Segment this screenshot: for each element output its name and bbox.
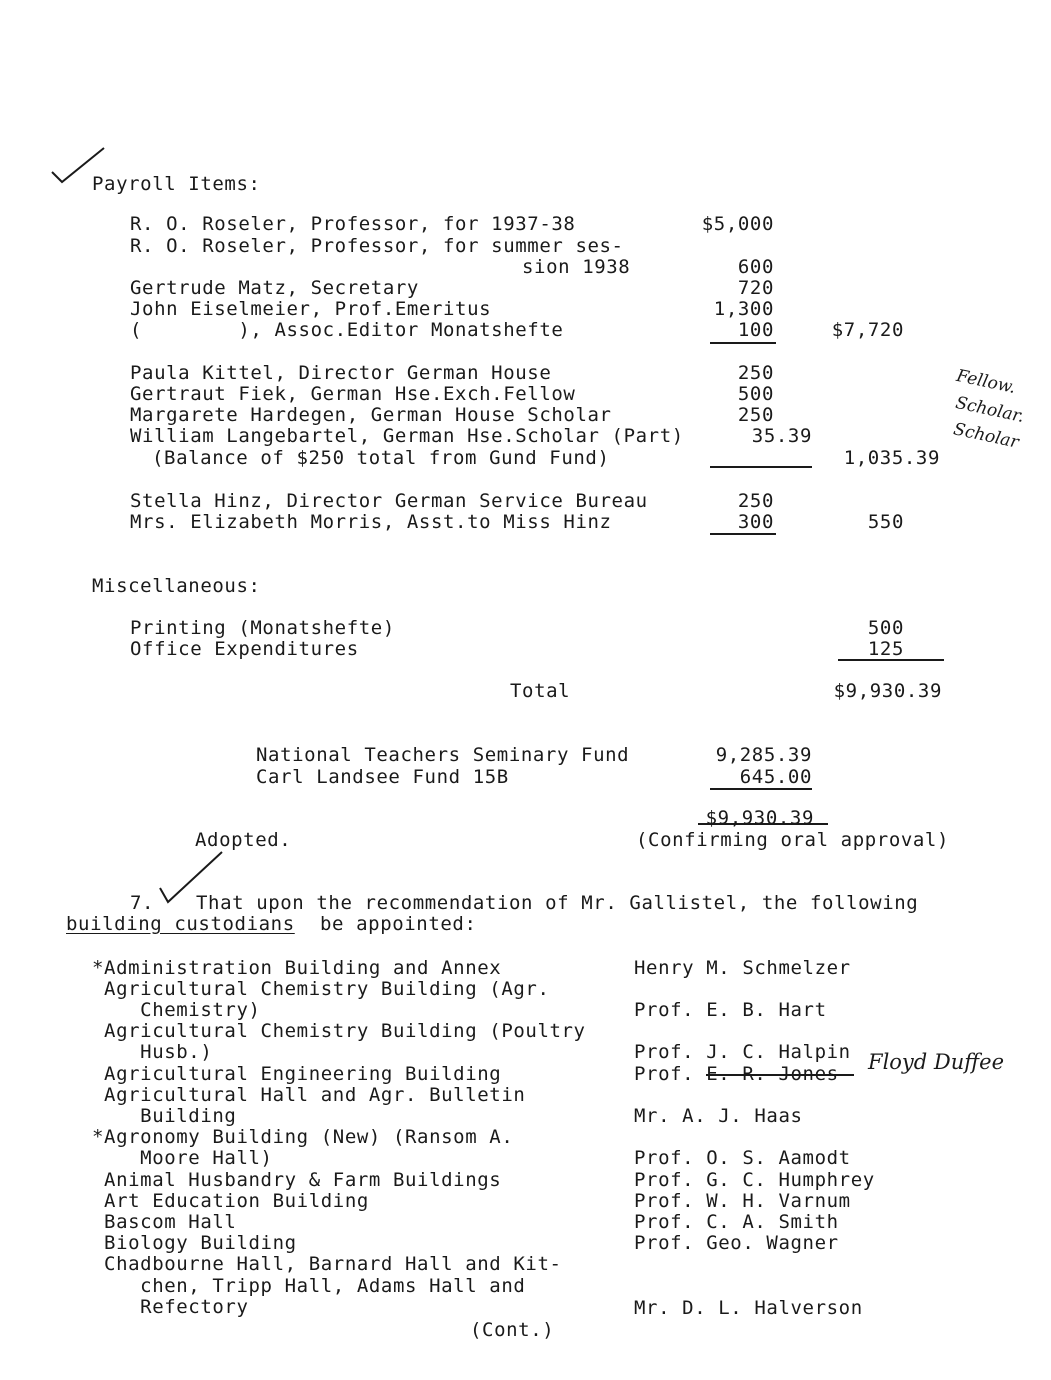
payroll-item-note: (Balance of $250 total from Gund Fund) [152, 447, 610, 469]
payroll-amount: 250 [737, 362, 774, 384]
custodian-name: Prof. G. C. Humphrey [634, 1169, 875, 1191]
building-name: Biology Building [92, 1232, 297, 1254]
item7-text: That upon the recommendation of Mr. Gallistel, the following [196, 892, 919, 914]
building-name: Agricultural Chemistry Building (Poultry [92, 1020, 586, 1042]
misc-heading: Miscellaneous: [92, 575, 261, 597]
custodian-name: Prof. C. A. Smith [634, 1211, 839, 1233]
misc-item: Printing (Monatshefte) [130, 617, 395, 639]
approval-note: (Confirming oral approval) [636, 829, 950, 851]
subtotal-rule [710, 533, 776, 535]
fund-amount: 9,285.39 [715, 744, 812, 766]
subtotal-rule [710, 466, 812, 468]
continued-label: (Cont.) [470, 1319, 555, 1341]
building-name: Chemistry) [92, 999, 261, 1021]
custodian-name: Prof. J. C. Halpin [634, 1041, 851, 1063]
payroll-amount: 1,300 [713, 298, 774, 320]
custodian-name: Mr. D. L. Halverson [634, 1297, 863, 1319]
strikethrough-line [706, 1074, 854, 1076]
handwritten-note: Fellow. [954, 365, 1018, 399]
payroll-item: John Eiselmeier, Prof.Emeritus [130, 298, 492, 320]
payroll-heading: Payroll Items: [92, 173, 261, 195]
building-name: chen, Tripp Hall, Adams Hall and [92, 1275, 526, 1297]
building-name: Husb.) [92, 1041, 213, 1063]
payroll-amount: 250 [737, 404, 774, 426]
fund-amount: 645.00 [739, 766, 812, 788]
item7-text: be appointed: [320, 913, 477, 935]
adopted-label: Adopted. [195, 829, 292, 851]
custodian-name: Prof. W. H. Varnum [634, 1190, 851, 1212]
payroll-amount: 35.39 [751, 425, 812, 447]
group-total: 1,035.39 [843, 447, 940, 469]
building-name: Chadbourne Hall, Barnard Hall and Kit- [92, 1253, 562, 1275]
payroll-item: Margarete Hardegen, German House Scholar [130, 404, 612, 426]
building-name: *Agronomy Building (New) (Ransom A. [92, 1126, 514, 1148]
payroll-item: William Langebartel, German Hse.Scholar (Part) [130, 425, 684, 447]
payroll-item: Mrs. Elizabeth Morris, Asst.to Miss Hinz [130, 511, 612, 533]
payroll-item: Gertrude Matz, Secretary [130, 277, 419, 299]
double-rule [698, 823, 828, 825]
misc-item: Office Expenditures [130, 638, 359, 660]
building-name: Agricultural Engineering Building [92, 1063, 502, 1085]
group-total: 550 [867, 511, 904, 533]
payroll-item: Paula Kittel, Director German House [130, 362, 552, 384]
group-total: $7,720 [831, 319, 904, 341]
payroll-amount: 600 [737, 256, 774, 278]
building-name: Refectory [92, 1296, 249, 1318]
handwritten-replacement: Floyd Duffee [868, 1050, 1005, 1074]
custodian-name: Mr. A. J. Haas [634, 1105, 803, 1127]
handwritten-note: Scholar. [953, 392, 1026, 428]
subtotal-rule [710, 342, 776, 344]
fund-sum: $9,930.39 [705, 807, 814, 829]
misc-amount: 125 [867, 638, 904, 660]
payroll-item-continuation: sion 1938 [522, 256, 631, 278]
custodian-name: Henry M. Schmelzer [634, 957, 851, 979]
payroll-amount: 720 [737, 277, 774, 299]
payroll-amount: $5,000 [701, 213, 774, 235]
payroll-item: Stella Hinz, Director German Service Bureau [130, 490, 648, 512]
building-name: Agricultural Chemistry Building (Agr. [92, 978, 550, 1000]
payroll-item: Gertraut Fiek, German Hse.Exch.Fellow [130, 383, 576, 405]
building-name: Building [92, 1105, 237, 1127]
payroll-item: R. O. Roseler, Professor, for 1937-38 [130, 213, 576, 235]
building-name: Art Education Building [92, 1190, 369, 1212]
building-name: Agricultural Hall and Agr. Bulletin [92, 1084, 526, 1106]
misc-amount: 500 [867, 617, 904, 639]
custodian-name: Prof. E. B. Hart [634, 999, 827, 1021]
total-label: Total [510, 680, 571, 702]
subtotal-rule [838, 659, 944, 661]
grand-total: $9,930.39 [833, 680, 942, 702]
underlined-phrase: building custodians [66, 913, 295, 935]
payroll-amount: 300 [737, 511, 774, 533]
building-name: Bascom Hall [92, 1211, 237, 1233]
payroll-item: R. O. Roseler, Professor, for summer ses- [130, 235, 624, 257]
handwritten-note: Scholar [951, 419, 1021, 453]
building-name: Moore Hall) [92, 1147, 273, 1169]
building-name: *Administration Building and Annex [92, 957, 502, 979]
payroll-item: ( ), Assoc.Editor Monatshefte [130, 319, 564, 341]
building-name: Animal Husbandry & Farm Buildings [92, 1169, 502, 1191]
fund-item: Carl Landsee Fund 15B [256, 766, 509, 788]
fund-item: National Teachers Seminary Fund [256, 744, 630, 766]
payroll-amount: 100 [737, 319, 774, 341]
subtotal-rule [710, 788, 812, 790]
custodian-name: Prof. O. S. Aamodt [634, 1147, 851, 1169]
custodian-name-struck: Prof. E. R. Jones [634, 1063, 839, 1085]
custodian-name: Prof. Geo. Wagner [634, 1232, 839, 1254]
payroll-amount: 250 [737, 490, 774, 512]
item-number: 7. [130, 892, 155, 914]
payroll-amount: 500 [737, 383, 774, 405]
